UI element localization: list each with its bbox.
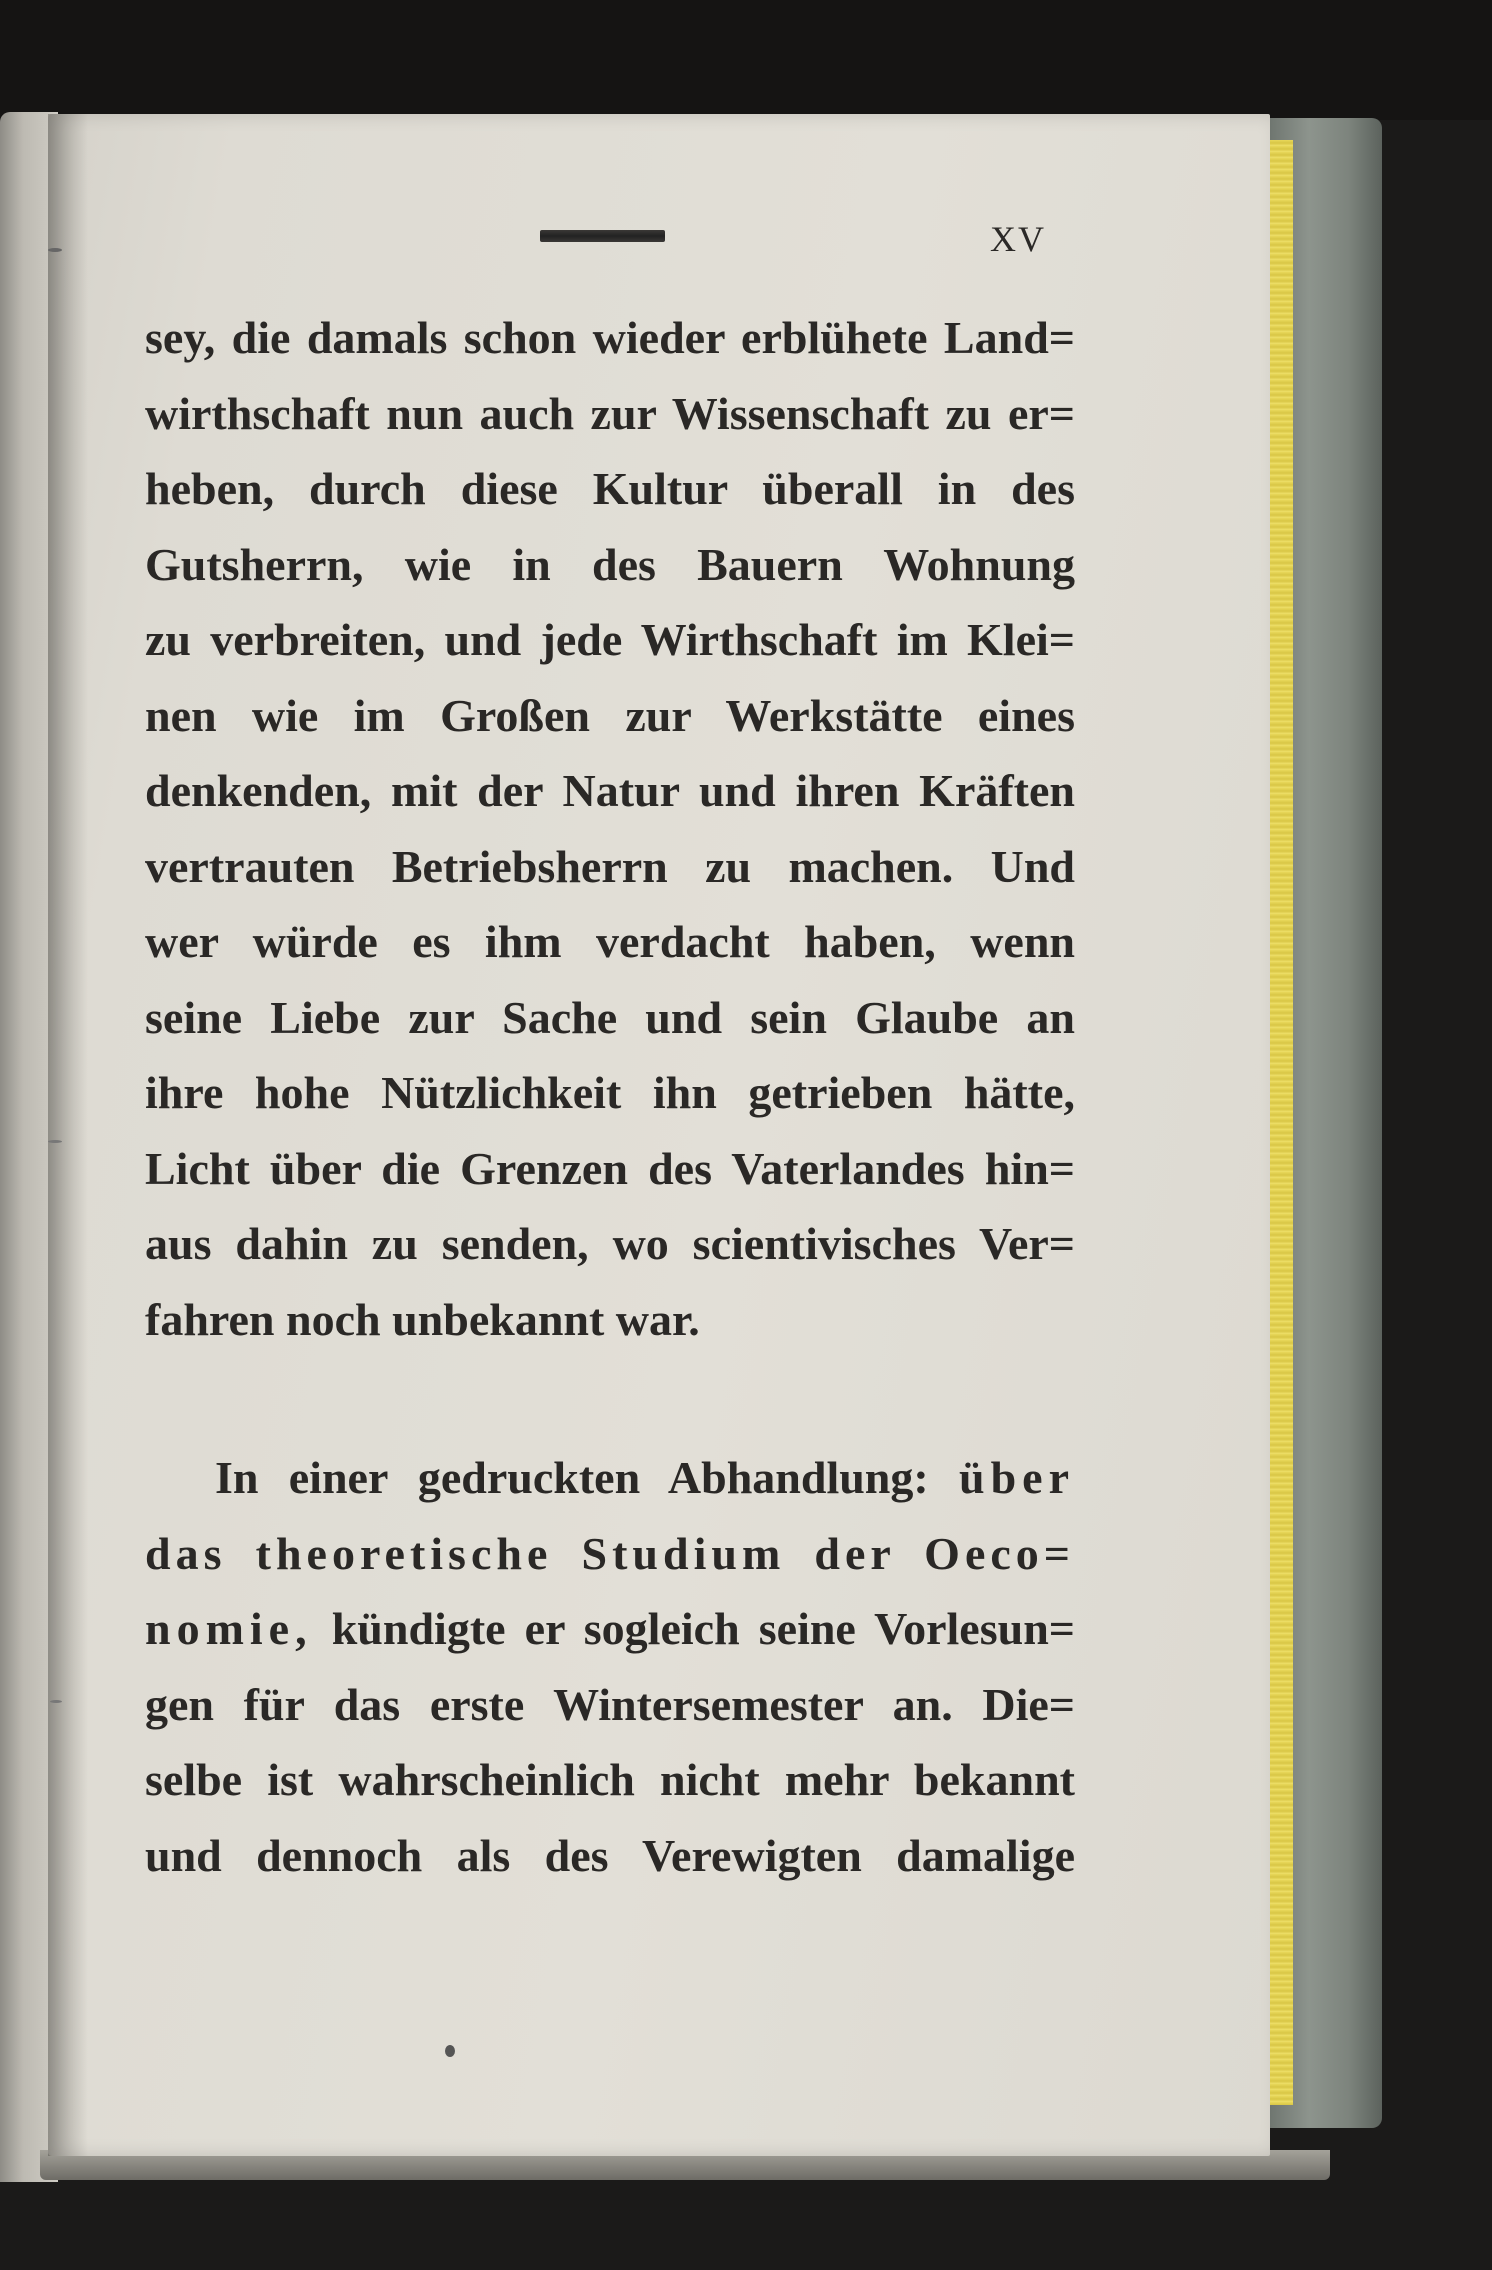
gutter-shadow	[48, 114, 88, 2156]
text-line: vertrauten Betriebsherrn zu machen. Und	[145, 840, 1075, 892]
text-line-spaced: das theoretische Studium der Oeco=	[145, 1527, 1075, 1579]
spaced-emphasis: über	[959, 1452, 1075, 1503]
text-line: und dennoch als des Verewigten damalige	[145, 1829, 1075, 1881]
spaced-emphasis: nomie,	[145, 1603, 313, 1654]
paragraph-1	[145, 300, 1075, 1357]
text-line: fahren noch unbekannt war.	[145, 1293, 700, 1345]
text-line: Licht über die Grenzen des Vaterlandes hin=	[145, 1142, 1075, 1194]
text-run: In einer gedruckten Abhandlung:	[215, 1452, 929, 1503]
paragraph-2	[145, 1440, 1075, 1893]
ink-speck	[48, 1140, 62, 1143]
text-line: selbe ist wahrscheinlich nicht mehr bekannt	[145, 1754, 1075, 1805]
text-line: heben, durch diese Kultur überall in des	[145, 463, 1075, 514]
text-line: nen wie im Großen zur Werkstätte eines	[145, 689, 1075, 741]
text-line: denkenden, mit der Natur und ihren Kräften	[145, 765, 1075, 816]
text-line: ihre hohe Nützlichkeit ihn getrieben hätte,	[145, 1067, 1075, 1118]
text-line: wer würde es ihm verdacht haben, wenn	[145, 916, 1075, 967]
ink-speck	[445, 2045, 455, 2057]
text-run: kündigte er sogleich seine Vorlesun=	[331, 1603, 1076, 1654]
ink-speck	[50, 1700, 62, 1703]
text-line: wirthschaft nun auch zur Wissenschaft zu er=	[145, 387, 1075, 439]
text-line	[145, 1591, 1075, 1667]
header-ornament-rule	[540, 230, 665, 242]
text-line: gen für das erste Wintersemester an. Die=	[145, 1678, 1075, 1730]
page-number: XV	[990, 219, 1046, 259]
ink-speck	[48, 248, 62, 252]
dark-background	[0, 0, 1492, 120]
text-line: Gutsherrn, wie in des Bauern Wohnung	[145, 538, 1075, 590]
text-line: sey, die damals schon wieder erblühete Land=	[145, 312, 1075, 363]
text-line: seine Liebe zur Sache und sein Glaube an	[145, 991, 1075, 1043]
text-line: aus dahin zu senden, wo scientivisches Ver=	[145, 1218, 1075, 1269]
text-line: zu verbreiten, und jede Wirthschaft im Klei=	[145, 614, 1075, 665]
text-line	[145, 1440, 1075, 1516]
